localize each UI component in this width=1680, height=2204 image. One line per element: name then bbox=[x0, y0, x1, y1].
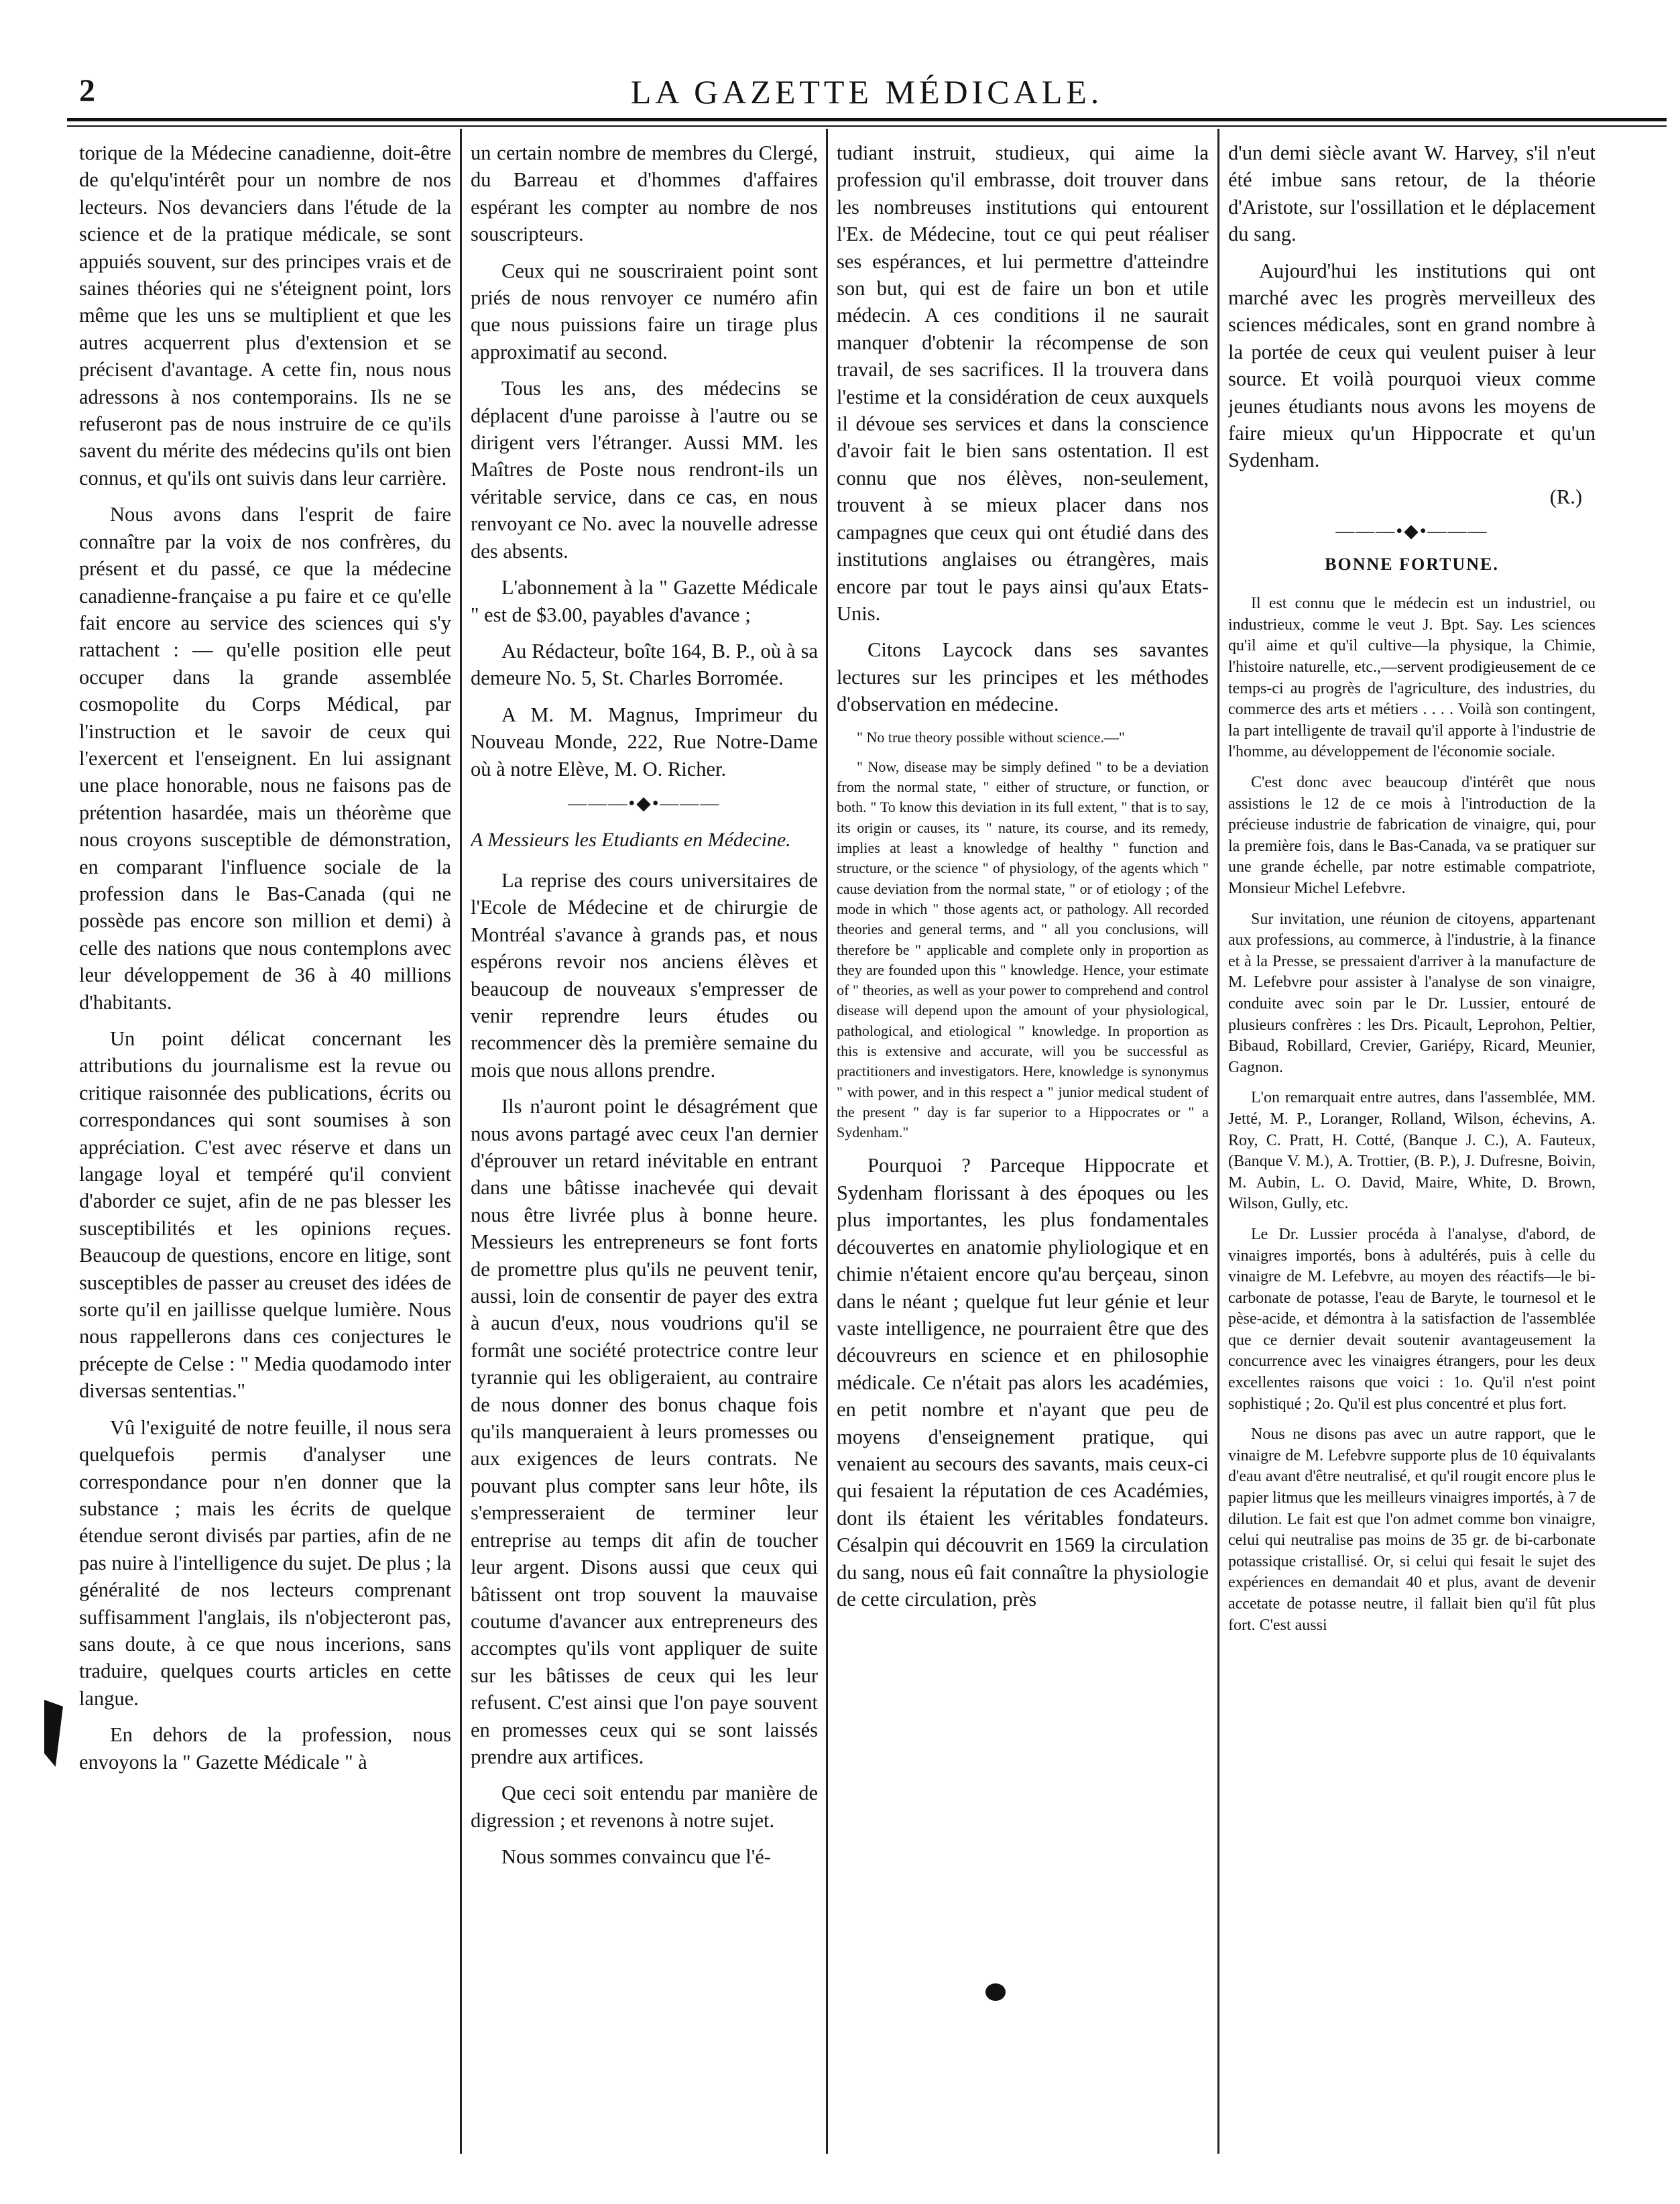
paragraph: Pourquoi ? Parceque Hippocrate et Sydenham florissant à des époques ou les plus importantes, les plus fondamentales découvertes en anatomie phyliologique et en chimie n'étaient encore qu'au berçeau, sinon dans le néant ; quelque fut leur génie et leur vaste intelligence, ne pourraient être que des découvreurs en science et en philosophie médicale. Ce n'était pas alors les académies, en petit nombre et n'ayant que peu de moyens d'enseignement pratique, qui venaient au secours des savants, mais ceux-ci qui fesaient la réputation de ces Académies, dont ils étaient les véritables fondateurs. Césalpin qui découvrit en 1569 la circulation du sang, nous eû fait connaître la physiologie de cette circulation, près bbox=[837, 1154, 1209, 1611]
paragraph: Nous avons dans l'esprit de faire connaître par la voix de nos confrères, du présent et du passé, ce que la médecine canadienne-française a pu faire et ce qu'elle fait encore au service des sciences qui s'y rattachent : — qu'elle position elle peut occuper dans la grande assemblée cosmopolite du Corps Médical, par l'instruction et le savoir de ceux qui l'exercent et l'enseignent. En lui assignant une place honorable, nous ne faisons pas de prétention hasardée, mais un théorème que nous croyons susceptible de démonstration, en comparant l'influence sociale de la profession dans le Bas-Canada (qui ne possède pas encore son million et demi) à celle des nations que nous contemplons avec leur développement de 36 à 40 millions d'habitants. bbox=[79, 503, 451, 1014]
paragraph: Citons Laycock dans ses savantes lectures sur les principes et les méthodes d'observation en médecine. bbox=[837, 638, 1209, 716]
column-1 bbox=[79, 139, 451, 2191]
section-ornament: ———•◆•——— bbox=[568, 793, 721, 814]
paragraph: C'est donc avec beaucoup d'intérêt que nous assistions le 12 de ce mois à l'introduction de la précieuse industrie de fabrication de vinaigre, qui, pour la première fois, dans le Bas-Canada, va se pratiquer sur une grande échelle, par notre estimable compatriote, Monsieur Michel Lefebvre. bbox=[1228, 774, 1596, 897]
column-divider bbox=[1217, 129, 1219, 2154]
header-rule-thin bbox=[67, 125, 1667, 127]
section-heading: A Messieurs les Etudiants en Médecine. bbox=[471, 828, 791, 851]
paragraph: un certain nombre de membres du Clergé, du Barreau et d'hommes d'affaires espérant les compter au nombre de nos souscripteurs. bbox=[471, 141, 818, 246]
signature: (R.) bbox=[1549, 485, 1582, 508]
paragraph: Sur invitation, une réunion de citoyens, appartenant aux professions, au commerce, à l'industrie, à la finance et à la Presse, se pressaient d'arriver à la manufacture de M. Lefebvre pour assister à l'analyse de son vinaigre, conduite avec soin par le Dr. Lussier, entouré de plusieurs confrères : les Drs. Picault, Leprohon, Peltier, Bibaud, Robillard, Crevier, Gariépy, Ricard, Meunier, Gagnon. bbox=[1228, 910, 1596, 1076]
paragraph: Au Rédacteur, boîte 164, B. P., où à sa demeure No. 5, St. Charles Borromée. bbox=[471, 639, 818, 690]
quotation: " Now, disease may be simply defined " to be a deviation from the normal state, " either of structure, or function, or both. " To know this deviation in its full extent, " that is to say, its origin or causes, its " nature, its course, and its remedy, implies at least a knowledge of healthy " function and structure, or the science " of physiology, of the agents which " cause deviation from the normal state, " or of etiology ; of the mode in which " those agents act, or pathology. All recorded theories and general terms, and " all you conclusions, will therefore be " applicable and complete only in proportion as they are founded upon this " knowledge. Hence, your estimate of " theories, as well as your power to comprehend and control disease will depend upon the amount of your physiological, pathological, and etiological " knowledge. In proportion as this is extensive and accurate, will you be successful as practitioners and investigators. Here, knowledge is synonymus " with power, and in this respect a " junior medical student of the present " day is far superior to a Hippocrates or " a Sydenham." bbox=[837, 758, 1209, 1141]
column-3 bbox=[837, 139, 1209, 2191]
paragraph: En dehors de la profession, nous envoyons la " Gazette Médicale " à bbox=[79, 1723, 451, 1774]
column-4 bbox=[1228, 139, 1596, 2191]
paragraph: L'on remarquait entre autres, dans l'assemblée, MM. Jetté, M. P., Loranger, Rolland, Wilson, échevins, A. Roy, C. Pratt, H. Cotté, (Banque J. C.), A. Fauteux, (Banque V. M.), A. Trottier, (B. P.), J. Dufresne, Boivin, M. Aubin, L. O. David, Maire, White, D. Brown, Wilson, Gully, etc. bbox=[1228, 1089, 1596, 1213]
paragraph: Il est connu que le médecin est un industriel, ou industrieux, comme le veut J. Bpt. Say. Les sciences qu'il aime et qu'il cultive—la physique, la Chimie, l'histoire naturelle, etc.,—servent prodigieusement de ce temps-ci au progrès de l'agriculture, des industries, du commerce des arts et métiers . . . . Voilà son contingent, la part intelligente de travail qu'il apporte à l'industrie de l'homme, au développement de l'économie sociale. bbox=[1228, 595, 1596, 761]
paragraph: Ils n'auront point le désagrément que nous avons partagé avec ceux l'an dernier d'éprouver un retard inévitable en entrant dans une bâtisse inachevée qui devait nous être livrée plus à bonne heure. Messieurs les entrepreneurs se font forts de promettre plus qu'ils ne peuvent tenir, aussi, loin de consentir de payer des extra à aucun d'eux, nous voudrions qu'il se formât une société protectrice contre leur tyrannie qui les obligeraient, au contraire de nous donner des bonus chaque fois qu'ils manqueraient à leurs promesses ou aux exigences de leurs contrats. Ne pouvant plus compter sans leur hôte, ils s'empresseraient de terminer leur entreprise au temps dit afin de toucher leur argent. Disons aussi que ceux qui bâtissent ont trop souvent la mauvaise coutume d'avancer aux entrepreneurs des accomptes qu'ils vont appliquer de suite sur les bâtisses de ceux qui les leur refusent. C'est ainsi que l'on paye souvent en promesses ceux qui se sont laissés prendre aux artifices. bbox=[471, 1095, 818, 1768]
column-divider bbox=[460, 129, 462, 2154]
section-ornament: ———•◆•——— bbox=[1335, 521, 1488, 542]
page-header bbox=[67, 72, 1667, 113]
column-divider bbox=[826, 129, 828, 2154]
paragraph: La reprise des cours universitaires de l'Ecole de Médecine et de chirurgie de Montréal s'avance à grands pas, et nous espérons revoir nos anciens élèves et beaucoup de nouveaux s'empresser de venir reprendre leurs études ou recommencer dès la première semaine du mois que nous allons prendre. bbox=[471, 868, 818, 1082]
ink-blot bbox=[44, 1700, 63, 1767]
paragraph: Nous sommes convaincu que l'é- bbox=[501, 1845, 771, 1869]
paragraph: L'abonnement à la " Gazette Médicale " est de $3.00, payables d'avance ; bbox=[471, 576, 818, 626]
paragraph: tudiant instruit, studieux, qui aime la profession qu'il embrasse, doit trouver dans les nombreuses institutions qui entourent l'Ex. de Médecine, tout ce qui peut réaliser ses espérances, et lui permettre d'atteindre son but, qui est de faire un bon et utile médecin. A ces conditions il ne saurait manquer d'obtenir la récompense de son travail, de ses sacrifices. Il la trouvera dans l'estime et la considération de ceux auxquels il dévoue ses services et dans la conscience d'avoir fait le bien sans ostentation. Il est connu que nos élèves, non-seulement, trouvent à se mieux placer dans nos campagnes que ceux qui ont étudié dans des institutions anglaises ou étrangères, mais encore par tout le pays ainsi qu'aux Etats-Unis. bbox=[837, 141, 1209, 625]
page-number: 2 bbox=[79, 73, 95, 109]
paragraph: Ceux qui ne souscriraient point sont priés de nous renvoyer ce numéro afin que nous puissions faire un tirage plus approximatif au second. bbox=[471, 259, 818, 363]
paragraph: Le Dr. Lussier procéda à l'analyse, d'abord, de vinaigres importés, bons à adultérés, puis à celle du vinaigre de M. Lefebvre, au moyen des réactifs—le bi-carbonate de potasse, l'eau de Baryte, le tournesol et le pèse-acide, et démontra à la satisfaction de l'assemblée que ce dernier devait soutenir avantageusement la concurrence avec les vinaigres étrangers, pour les deux excellentes raisons que voici : 1o. Qu'il n'est point sophistiqué ; 2o. Qu'il est plus concentré et plus fort. bbox=[1228, 1225, 1596, 1413]
paragraph: Aujourd'hui les institutions qui ont marché avec les progrès merveilleux des sciences médicales, sont en grand nombre à la portée de ceux qui veulent puiser à leur source. Et voilà pourquoi vieux comme jeunes étudiants nous avons les moyens de faire mieux qu'un Hippocrate et qu'un Sydenham. bbox=[1228, 259, 1596, 472]
column-2 bbox=[471, 139, 818, 2191]
paragraph: Vû l'exiguité de notre feuille, il nous sera quelquefois permis d'analyser une correspondance pour n'en donner que la substance ; mais les écrits de quelque étendue seront divisés par parties, afin de ne pas nuire à l'intelligence du sujet. De plus ; la généralité de nos lecteurs comprenant suffisamment l'anglais, ils n'objecteront pas, sans doute, à ce que nous incerions, sans traduire, quelques courts articles en cette langue. bbox=[79, 1415, 451, 1710]
paragraph: Un point délicat concernant les attributions du journalisme est la revue ou critique raisonnée des publications, écrits ou correspondances qui sont soumises à son appréciation. C'est avec réserve et dans un langage loyal et tempéré qu'il convient d'aborder ce sujet, afin de ne pas blesser les susceptibilités et les opinions reçues. Beaucoup de questions, encore en litige, sont susceptibles de passer au creuset des idées de sorte qu'il en jaillisse quelque lumière. Nous nous rappellerons dans ces conjectures le précepte de Celse : " Media quodamodo inter diversas sententias." bbox=[79, 1027, 451, 1403]
header-rule-thick bbox=[67, 118, 1667, 121]
paragraph: Tous les ans, des médecins se déplacent d'une paroisse à l'autre ou se dirigent vers l'étranger. Aussi MM. les Maîtres de Poste nous rendront-ils un véritable service, dans ce cas, en nous renvoyant ce No. avec la nouvelle adresse des absents. bbox=[471, 377, 818, 563]
ink-blot bbox=[985, 1983, 1006, 2001]
paragraph: torique de la Médecine canadienne, doit-être de qu'elqu'intérêt pour un nombre de nos lecteurs. Nos devanciers dans l'étude de la science et de la pratique médicale, se sont appuiés souvent, sur des principes vrais et de saines théories qui ne s'éteignent point, lors même que les uns se multiplient et que les autres acquerrent plus d'extension et se précisent d'avantage. A cette fin, nous nous adressons à nos contemporains. Ils ne se refuseront pas de nous instruire de ce qu'ils savent du mérite des médecins qu'ils ont bien connus, et qu'ils ont suivis dans leur carrière. bbox=[79, 141, 451, 489]
section-heading: BONNE FORTUNE. bbox=[1325, 555, 1499, 575]
paragraph: d'un demi siècle avant W. Harvey, s'il n'eut été imbue sans retour, de la théorie d'Aristote, sur l'ossillation et le déplacement du sang. bbox=[1228, 141, 1596, 246]
masthead-title: LA GAZETTE MÉDICALE. bbox=[630, 73, 1103, 111]
paragraph: A M. M. Magnus, Imprimeur du Nouveau Monde, 222, Rue Notre-Dame où à notre Elève, M. O. Richer. bbox=[471, 703, 818, 780]
paragraph: Que ceci soit entendu par manière de digression ; et revenons à notre sujet. bbox=[471, 1782, 818, 1832]
paragraph: Nous ne disons pas avec un autre rapport, que le vinaigre de M. Lefebvre supporte plus de 10 équivalants d'eau avant d'être neutralisé, et qu'il rougit encore plus le papier litmus que les meilleurs vinaigres importés, à 7 de dilution. Le fait est que l'on admet comme bon vinaigre, celui qui neutralise pas moins de 35 gr. de bi-carbonate potassique cristallisé. Or, si celui qui fesait le sujet des expériences en demandait 40 et plus, avant de devenir accetate de potasse neutre, il fallait bien qu'il fût plus fort. C'est aussi bbox=[1228, 1426, 1596, 1634]
quotation: " No true theory possible without science.—" bbox=[857, 728, 1125, 746]
